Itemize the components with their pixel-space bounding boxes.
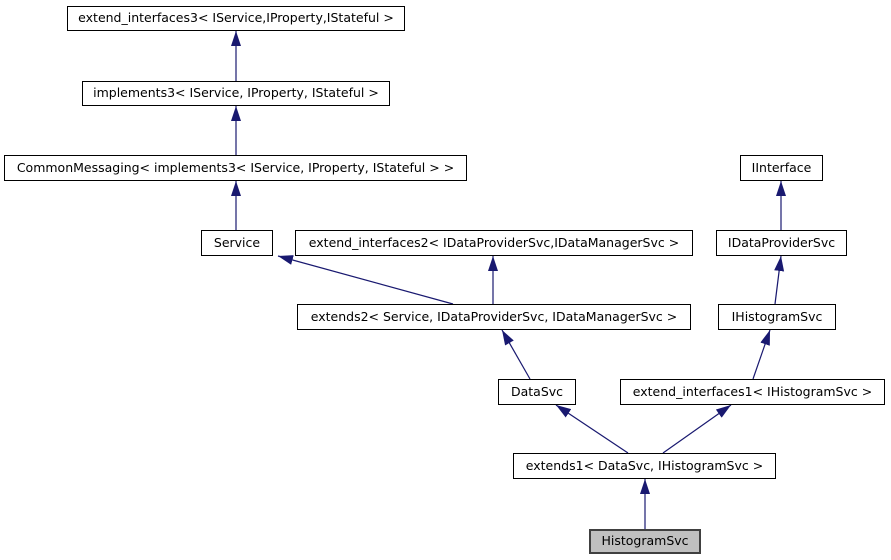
inheritance-arrow: [502, 330, 530, 379]
node-extend-interfaces1[interactable]: extend_interfaces1< IHistogramSvc >: [620, 379, 885, 405]
node-extends2[interactable]: extends2< Service, IDataProviderSvc, IDataManagerSvc >: [297, 304, 691, 330]
inheritance-arrow: [663, 405, 731, 453]
inheritance-arrow: [775, 256, 781, 304]
node-implements3[interactable]: implements3< IService, IProperty, IStateful >: [82, 81, 390, 106]
inheritance-arrow: [556, 405, 628, 453]
node-histogramsvc-current: HistogramSvc: [589, 529, 701, 554]
node-extend-interfaces3[interactable]: extend_interfaces3< IService,IProperty,IStateful >: [67, 6, 405, 31]
node-datasvc[interactable]: DataSvc: [498, 379, 576, 405]
node-idataprovidersvc[interactable]: IDataProviderSvc: [716, 230, 847, 256]
node-extends1[interactable]: extends1< DataSvc, IHistogramSvc >: [513, 453, 776, 479]
node-extend-interfaces2[interactable]: extend_interfaces2< IDataProviderSvc,IDataManagerSvc >: [295, 230, 693, 256]
node-iinterface[interactable]: IInterface: [740, 155, 823, 181]
node-ihistogramsvc[interactable]: IHistogramSvc: [718, 304, 836, 330]
node-service[interactable]: Service: [201, 230, 273, 256]
inheritance-arrow: [278, 256, 453, 304]
inheritance-arrow: [753, 330, 770, 379]
node-commonmessaging[interactable]: CommonMessaging< implements3< IService, IProperty, IStateful > >: [4, 155, 467, 181]
